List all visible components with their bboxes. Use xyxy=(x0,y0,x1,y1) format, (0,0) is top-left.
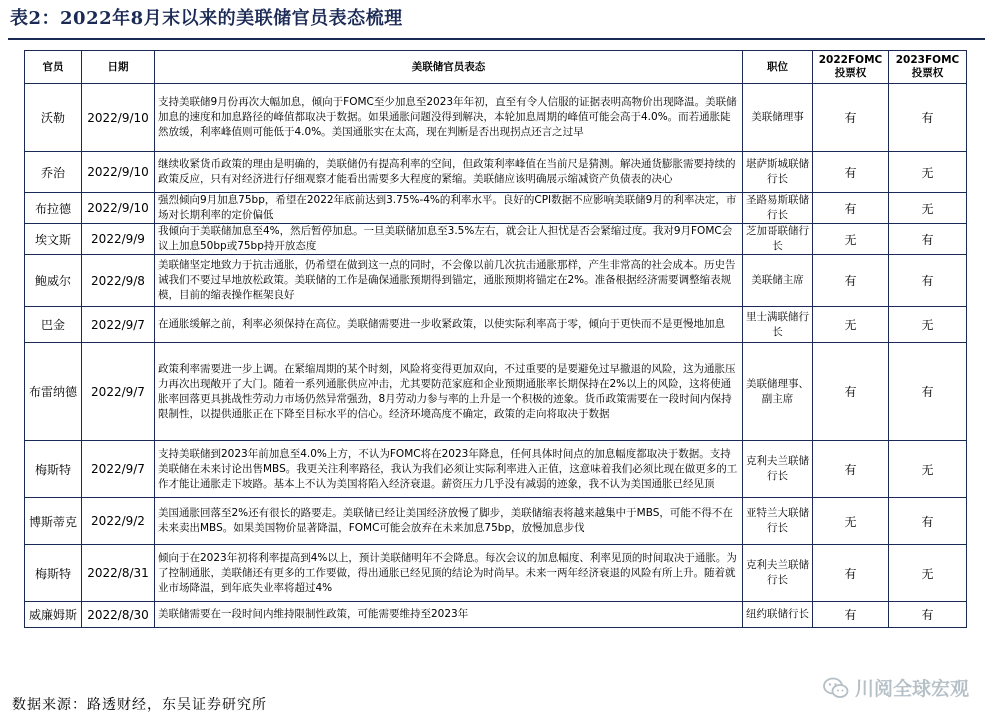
vote-2022-cell: 无 xyxy=(813,224,889,255)
statement-cell: 美联储需要在一段时间内维持限制性政策，可能需要维持至2023年 xyxy=(155,602,743,628)
header-vote-2022: 2022FOMC投票权 xyxy=(813,51,889,84)
table-row xyxy=(25,193,967,224)
vote-2023-cell: 无 xyxy=(889,545,967,602)
statement-cell: 支持美联储到2023年前加息至4.0%上方，不认为FOMC将在2023年降息，任何具体时间点的加息幅度都取决于数据。支持美联储在未来讨论出售MBS。我更关注利率路径，我认为我们必须让实际利率进入正值，这意味着我们必须比现在做更多的工作才能让通胀走下坡路。基本上不认为美国将陷入经济衰退。薪资压力几乎没有减弱的迹象，我不认为美国通胀已经见顶 xyxy=(155,441,743,498)
table-row xyxy=(25,498,967,545)
position-cell: 美联储理事、副主席 xyxy=(743,343,813,441)
date-cell: 2022/8/31 xyxy=(82,545,155,602)
position-cell: 美联储理事 xyxy=(743,84,813,152)
official-cell: 博斯蒂克 xyxy=(25,498,82,545)
vote-2023-cell: 无 xyxy=(889,307,967,343)
source-note: 数据来源：路透财经，东吴证券研究所 xyxy=(12,697,267,713)
date-cell: 2022/9/7 xyxy=(82,307,155,343)
official-cell: 沃勒 xyxy=(25,84,82,152)
vote-2022-cell: 有 xyxy=(813,545,889,602)
table-header-row xyxy=(25,51,967,84)
watermark-text: 川阅全球宏观 xyxy=(854,678,969,700)
official-cell: 布雷纳德 xyxy=(25,343,82,441)
officials-table xyxy=(24,50,967,628)
table-row xyxy=(25,255,967,307)
vote-2022-cell: 有 xyxy=(813,602,889,628)
statement-cell: 政策利率需要进一步上调。在紧缩周期的某个时刻，风险将变得更加双向，不过重要的是要避免过早撤退的风险，这为通胀压力再次出现敞开了大门。随着一系列通胀供应冲击，尤其要防范家庭和企业预期通胀率长期保持在2%以上的风险，这将使通胀率回落更具挑战性劳动力市场仍然异常强劲，8月劳动力参与率的上升是一个积极的迹象。货币政策需要在一段时间内保持限制性，以提供通胀正在下降至目标水平的信心。经济环境高度不确定，政策的走向将取决于数据 xyxy=(155,343,743,441)
position-cell: 克利夫兰联储行长 xyxy=(743,441,813,498)
table-row xyxy=(25,343,967,441)
date-cell: 2022/9/10 xyxy=(82,152,155,193)
date-cell: 2022/9/2 xyxy=(82,498,155,545)
wechat-icon xyxy=(823,677,849,699)
vote-2022-cell: 有 xyxy=(813,255,889,307)
header-date: 日期 xyxy=(82,51,155,84)
table-title: 表2：2022年8月末以来的美联储官员表态梳理 xyxy=(10,8,403,29)
position-cell: 圣路易斯联储行长 xyxy=(743,193,813,224)
position-cell: 克利夫兰联储行长 xyxy=(743,545,813,602)
table-row xyxy=(25,224,967,255)
official-cell: 梅斯特 xyxy=(25,545,82,602)
official-cell: 鲍威尔 xyxy=(25,255,82,307)
title-divider xyxy=(8,38,985,40)
header-statement: 美联储官员表态 xyxy=(155,51,743,84)
date-cell: 2022/9/7 xyxy=(82,441,155,498)
vote-2023-cell: 无 xyxy=(889,152,967,193)
date-cell: 2022/9/10 xyxy=(82,193,155,224)
date-cell: 2022/9/10 xyxy=(82,84,155,152)
vote-2022-cell: 有 xyxy=(813,84,889,152)
table-row xyxy=(25,441,967,498)
statement-cell: 美联储坚定地致力于抗击通胀，仍希望在做到这一点的同时，不会像以前几次抗击通胀那样，产生非常高的社会成本。历史告诫我们不要过早地放松政策。美联储的工作是确保通胀预期得到锚定，通胀预期将锚定在2%。准备根据经济需要调整缩表规模，目前的缩表操作框架良好 xyxy=(155,255,743,307)
statement-cell: 在通胀缓解之前，利率必须保持在高位。美联储需要进一步收紧政策，以使实际利率高于零，倾向于更快而不是更慢地加息 xyxy=(155,307,743,343)
date-cell: 2022/8/30 xyxy=(82,602,155,628)
vote-2022-cell: 有 xyxy=(813,152,889,193)
official-cell: 布拉德 xyxy=(25,193,82,224)
table-row xyxy=(25,545,967,602)
official-cell: 威廉姆斯 xyxy=(25,602,82,628)
vote-2023-cell: 有 xyxy=(889,84,967,152)
table-row xyxy=(25,602,967,628)
statement-cell: 我倾向于美联储加息至4%，然后暂停加息。一旦美联储加息至3.5%左右，就会让人担忧是否会紧缩过度。我对9月FOMC会议上加息50bp或75bp持开放态度 xyxy=(155,224,743,255)
position-cell: 亚特兰大联储行长 xyxy=(743,498,813,545)
date-cell: 2022/9/7 xyxy=(82,343,155,441)
vote-2022-cell: 有 xyxy=(813,193,889,224)
vote-2023-cell: 有 xyxy=(889,224,967,255)
vote-2023-cell: 无 xyxy=(889,441,967,498)
vote-2022-cell: 无 xyxy=(813,307,889,343)
header-position: 职位 xyxy=(743,51,813,84)
position-cell: 芝加哥联储行长 xyxy=(743,224,813,255)
header-vote-2023: 2023FOMC投票权 xyxy=(889,51,967,84)
vote-2023-cell: 有 xyxy=(889,602,967,628)
vote-2022-cell: 有 xyxy=(813,343,889,441)
official-cell: 巴金 xyxy=(25,307,82,343)
vote-2022-cell: 有 xyxy=(813,441,889,498)
official-cell: 乔治 xyxy=(25,152,82,193)
statement-cell: 继续收紧货币政策的理由是明确的，美联储仍有提高利率的空间，但政策利率峰值在当前尺是猜测。解决通货膨胀需要持续的政策反应，只有对经济进行仔细观察才能看出需要多大程度的紧缩。美联储应该明确展示缩减资产负债表的决心 xyxy=(155,152,743,193)
vote-2023-cell: 有 xyxy=(889,343,967,441)
table-row xyxy=(25,84,967,152)
official-cell: 梅斯特 xyxy=(25,441,82,498)
vote-2022-cell: 无 xyxy=(813,498,889,545)
statement-cell: 强烈倾向9月加息75bp，希望在2022年底前达到3.75%-4%的利率水平。良好的CPI数据不应影响美联储9月的利率决定，市场对长期利率的定价偏低 xyxy=(155,193,743,224)
table-row xyxy=(25,152,967,193)
date-cell: 2022/9/9 xyxy=(82,224,155,255)
vote-2023-cell: 无 xyxy=(889,193,967,224)
position-cell: 堪萨斯城联储行长 xyxy=(743,152,813,193)
position-cell: 里士满联储行长 xyxy=(743,307,813,343)
official-cell: 埃文斯 xyxy=(25,224,82,255)
statement-cell: 支持美联储9月份再次大幅加息，倾向于FOMC至少加息至2023年年初，直至有令人信服的证据表明高物价出现降温。美联储加息的速度和加息路径的峰值都取决于数据。如果通胀问题没得到解决，本轮加息周期的峰值可能会高于4.0%。而若通胀陡然放缓，利率峰值则可能低于4.0%。美国通胀实在太高，现在判断是否出现拐点还言之过早 xyxy=(155,84,743,152)
date-cell: 2022/9/8 xyxy=(82,255,155,307)
position-cell: 纽约联储行长 xyxy=(743,602,813,628)
position-cell: 美联储主席 xyxy=(743,255,813,307)
table-row xyxy=(25,307,967,343)
header-official: 官员 xyxy=(25,51,82,84)
vote-2023-cell: 有 xyxy=(889,255,967,307)
watermark xyxy=(823,674,969,701)
vote-2023-cell: 有 xyxy=(889,498,967,545)
statement-cell: 美国通胀回落至2%还有很长的路要走。美联储已经让美国经济放慢了脚步，美联储缩表将越来越集中于MBS，可能不得不在未来卖出MBS。如果美国物价显著降温，FOMC可能会放弃在未来加息75bp，放慢加息步伐 xyxy=(155,498,743,545)
table-body xyxy=(25,84,967,628)
statement-cell: 倾向于在2023年初将利率提高到4%以上，预计美联储明年不会降息。每次会议的加息幅度、利率见顶的时间取决于通胀。为了控制通胀，美联储还有更多的工作要做，得出通胀已经见顶的结论为时尚早。未来一两年经济衰退的风险有所上升。随着就业市场降温，到年底失业率将超过4% xyxy=(155,545,743,602)
